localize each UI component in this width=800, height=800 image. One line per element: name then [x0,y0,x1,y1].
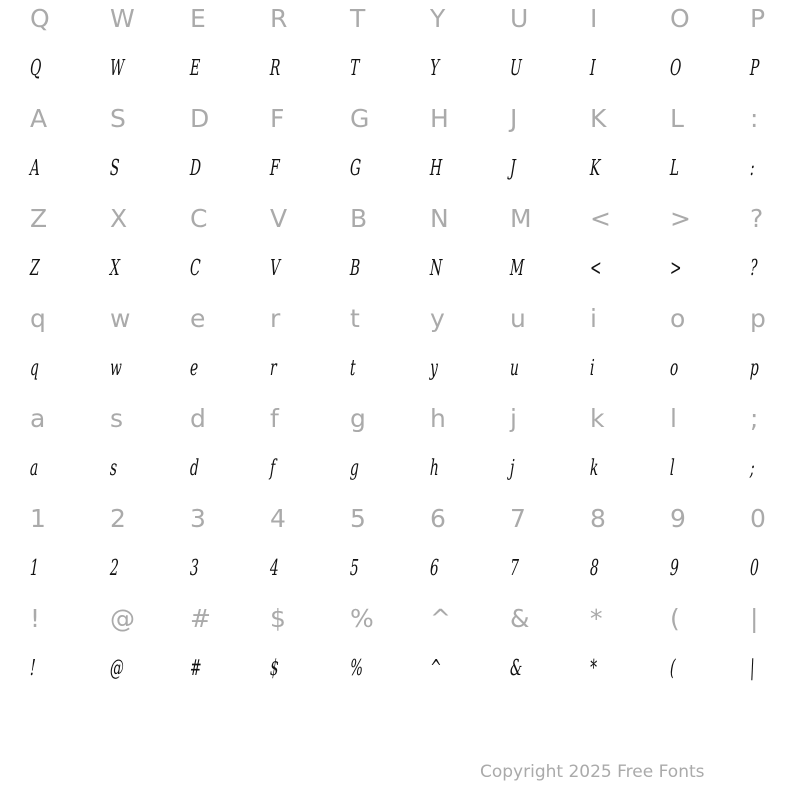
reference-glyph: o [670,304,686,333]
specimen-glyph: | [749,656,755,681]
reference-glyph: w [110,304,131,333]
reference-glyph: 3 [190,504,206,533]
specimen-glyph: 8 [589,556,599,581]
reference-glyph: M [510,204,532,233]
specimen-glyph: 3 [189,556,199,581]
reference-glyph: 9 [670,504,686,533]
specimen-glyph: t [349,356,356,381]
reference-glyph-row [0,94,800,144]
specimen-glyph: 2 [109,556,119,581]
specimen-glyph: U [509,56,522,81]
reference-glyph: R [270,4,288,33]
specimen-glyph: Q [29,56,42,81]
reference-glyph: : [750,104,759,133]
reference-glyph: B [350,204,368,233]
reference-glyph-row [0,394,800,444]
specimen-glyph: Z [29,256,40,281]
specimen-glyph: H [429,156,442,181]
reference-glyph: G [350,104,370,133]
specimen-glyph: e [189,356,199,381]
reference-glyph: i [590,304,597,333]
reference-glyph: g [350,404,366,433]
reference-glyph: 8 [590,504,606,533]
reference-glyph: T [350,4,366,33]
reference-glyph: S [110,104,126,133]
specimen-glyph: h [429,456,439,481]
reference-glyph: P [750,4,766,33]
specimen-glyph-row [0,544,800,594]
specimen-glyph-row [0,144,800,194]
reference-glyph: 1 [30,504,46,533]
specimen-glyph: i [589,356,595,381]
specimen-glyph: E [189,56,200,81]
reference-glyph: ; [750,404,759,433]
reference-glyph: C [190,204,208,233]
reference-glyph: K [590,104,607,133]
reference-glyph: l [670,404,677,433]
specimen-glyph: ! [29,656,36,681]
specimen-glyph: j [509,456,515,481]
specimen-glyph: p [749,356,759,381]
reference-glyph: 4 [270,504,286,533]
specimen-glyph: 0 [749,556,759,581]
specimen-glyph: ^ [429,656,442,681]
reference-glyph: E [190,4,206,33]
specimen-glyph-row [0,44,800,94]
reference-glyph: f [270,404,279,433]
specimen-glyph: ? [749,256,758,281]
specimen-glyph-row [0,444,800,494]
specimen-glyph: C [189,256,201,281]
reference-glyph: ! [30,604,41,633]
reference-glyph: Q [30,4,50,33]
reference-glyph: W [110,4,135,33]
specimen-glyph: q [29,356,39,381]
specimen-glyph: l [669,456,675,481]
specimen-glyph: A [29,156,40,181]
reference-glyph: r [270,304,281,333]
specimen-glyph: 6 [429,556,439,581]
reference-glyph: A [30,104,48,133]
reference-glyph: y [430,304,445,333]
reference-glyph-row [0,294,800,344]
reference-glyph: # [190,604,211,633]
specimen-glyph: < [589,256,602,281]
reference-glyph: I [590,4,598,33]
reference-glyph: a [30,404,46,433]
specimen-glyph: f [269,456,276,481]
specimen-glyph: @ [109,656,124,681]
reference-glyph: p [750,304,766,333]
reference-glyph: t [350,304,360,333]
reference-glyph: 0 [750,504,766,533]
specimen-glyph: S [109,156,120,181]
reference-glyph-row [0,494,800,544]
reference-glyph: % [350,604,374,633]
reference-glyph: ( [670,604,680,633]
specimen-glyph: O [669,56,682,81]
reference-glyph: @ [110,604,135,633]
specimen-glyph-row [0,644,800,694]
specimen-glyph: d [189,456,199,481]
reference-glyph: j [510,404,517,433]
reference-glyph: N [430,204,449,233]
specimen-glyph: k [589,456,599,481]
specimen-glyph: s [109,456,117,481]
reference-glyph: J [510,104,518,133]
specimen-glyph: y [429,356,438,381]
specimen-glyph: 5 [349,556,359,581]
reference-glyph-row [0,194,800,244]
reference-glyph: k [590,404,605,433]
specimen-glyph: I [589,56,596,81]
reference-glyph-row [0,0,800,44]
specimen-glyph: V [269,256,280,281]
reference-glyph: d [190,404,206,433]
reference-glyph: ? [750,204,764,233]
copyright-notice: Copyright 2025 Free Fonts [480,762,705,782]
reference-glyph: O [670,4,690,33]
reference-glyph: 7 [510,504,526,533]
specimen-glyph: & [509,656,523,681]
specimen-glyph: X [109,256,120,281]
reference-glyph: D [190,104,210,133]
specimen-glyph: M [509,256,524,281]
reference-glyph: L [670,104,684,133]
specimen-glyph-row [0,244,800,294]
reference-glyph: Z [30,204,48,233]
specimen-glyph: L [669,156,680,181]
specimen-glyph: > [669,256,682,281]
specimen-glyph: 4 [269,556,279,581]
reference-glyph: 5 [350,504,366,533]
specimen-glyph: G [349,156,361,181]
reference-glyph: s [110,404,124,433]
specimen-glyph: a [29,456,39,481]
reference-glyph: & [510,604,530,633]
specimen-glyph: $ [269,656,279,681]
reference-glyph: ^ [430,604,451,633]
specimen-glyph: R [269,56,281,81]
specimen-glyph: F [269,156,280,181]
reference-glyph: U [510,4,529,33]
reference-glyph: V [270,204,288,233]
specimen-glyph: K [589,156,601,181]
reference-glyph: > [670,204,691,233]
reference-glyph: e [190,304,206,333]
specimen-glyph: # [189,656,202,681]
reference-glyph: 2 [110,504,126,533]
reference-glyph: $ [270,604,286,633]
specimen-glyph: Y [429,56,439,81]
reference-glyph: H [430,104,449,133]
specimen-glyph: % [349,656,363,681]
specimen-glyph: ; [749,456,755,481]
specimen-glyph: u [509,356,519,381]
specimen-glyph: W [109,56,124,81]
specimen-glyph: N [429,256,442,281]
specimen-glyph: g [349,456,359,481]
reference-glyph: F [270,104,285,133]
specimen-glyph: ( [669,656,676,681]
reference-glyph: * [590,604,603,633]
specimen-glyph-row [0,344,800,394]
specimen-glyph: 1 [29,556,39,581]
specimen-glyph: J [509,156,516,181]
specimen-glyph: w [109,356,122,381]
reference-glyph: Y [430,4,446,33]
specimen-glyph: B [349,256,360,281]
reference-glyph-row [0,594,800,644]
specimen-glyph: P [749,56,760,81]
specimen-glyph: : [749,156,755,181]
specimen-glyph: * [589,656,597,681]
reference-glyph: X [110,204,128,233]
specimen-glyph: D [189,156,201,181]
reference-glyph: < [590,204,611,233]
specimen-glyph: 9 [669,556,679,581]
reference-glyph: q [30,304,46,333]
reference-glyph: 6 [430,504,446,533]
specimen-glyph: r [269,356,277,381]
specimen-glyph: T [349,56,360,81]
specimen-glyph: 7 [509,556,519,581]
reference-glyph: u [510,304,526,333]
reference-glyph: h [430,404,446,433]
reference-glyph: | [750,604,759,633]
specimen-glyph: o [669,356,679,381]
